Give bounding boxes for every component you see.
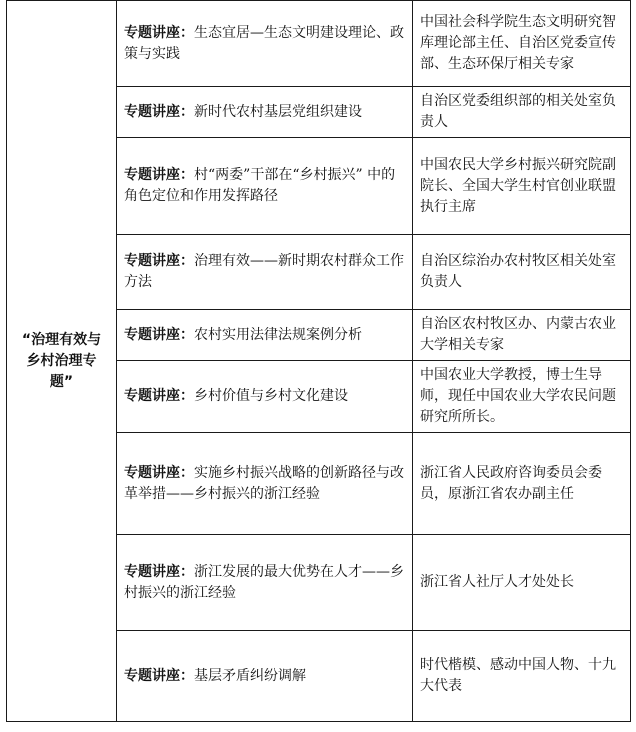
topic-cell — [117, 631, 413, 722]
lecture-lead-label: 专题讲座： — [124, 388, 194, 404]
lecture-lead-label: 专题讲座： — [124, 253, 194, 269]
lecture-lead-label: 专题讲座： — [124, 464, 194, 481]
lecture-lead-label: 专题讲座： — [124, 103, 194, 120]
table-row — [7, 1, 631, 87]
topic-cell — [117, 1, 413, 87]
lecture-topic: 基层矛盾纠纷调解 — [194, 667, 306, 684]
topic-cell — [117, 361, 413, 433]
speaker-cell: 自治区党委组织部的相关处室负责人 — [413, 87, 631, 138]
course-schedule-table — [6, 0, 631, 722]
topic-cell — [117, 235, 413, 310]
topic-cell — [117, 138, 413, 235]
theme-label: “治理有效与乡村治理专题” — [21, 331, 102, 390]
topic-cell — [117, 87, 413, 138]
speaker-cell: 中国社会科学院生态文明研究智库理论部主任、自治区党委宣传部、生态环保厅相关专家 — [413, 1, 631, 87]
speaker-cell: 中国农业大学教授，博士生导师，现任中国农业大学农民问题研究所所长。 — [413, 361, 631, 433]
lecture-lead-label: 专题讲座： — [124, 167, 194, 183]
speaker-cell: 自治区农村牧区办、内蒙古农业大学相关专家 — [413, 310, 631, 361]
lecture-lead-label: 专题讲座： — [124, 24, 194, 41]
lecture-topic: 农村实用法律法规案例分析 — [194, 326, 362, 343]
lecture-topic: 治理有效——新时期农村群众工作方法 — [124, 253, 404, 290]
lecture-topic: 乡村价值与乡村文化建设 — [194, 388, 348, 404]
lecture-lead-label: 专题讲座： — [124, 326, 194, 343]
speaker-cell: 浙江省人社厅人才处处长 — [413, 535, 631, 631]
lecture-topic: 实施乡村振兴战略的创新路径与改革举措——乡村振兴的浙江经验 — [124, 464, 404, 502]
speaker-cell: 自治区综治办农村牧区相关处室负责人 — [413, 235, 631, 310]
topic-cell — [117, 535, 413, 631]
topic-cell — [117, 310, 413, 361]
speaker-cell: 浙江省人民政府咨询委员会委员，原浙江省农办副主任 — [413, 433, 631, 535]
topic-cell — [117, 433, 413, 535]
lecture-lead-label: 专题讲座： — [124, 563, 194, 580]
lecture-lead-label: 专题讲座： — [124, 667, 194, 684]
speaker-cell: 中国农民大学乡村振兴研究院副院长、全国大学生村官创业联盟执行主席 — [413, 138, 631, 235]
theme-cell — [7, 1, 117, 722]
speaker-cell: 时代楷模、感动中国人物、十九大代表 — [413, 631, 631, 722]
lecture-topic: 生态宜居—生态文明建设理论、政策与实践 — [124, 24, 404, 62]
lecture-topic: 浙江发展的最大优势在人才——乡村振兴的浙江经验 — [124, 563, 404, 601]
lecture-topic: 村“两委”干部在“乡村振兴” 中的角色定位和作用发挥路径 — [124, 167, 396, 204]
lecture-topic: 新时代农村基层党组织建设 — [194, 103, 362, 120]
